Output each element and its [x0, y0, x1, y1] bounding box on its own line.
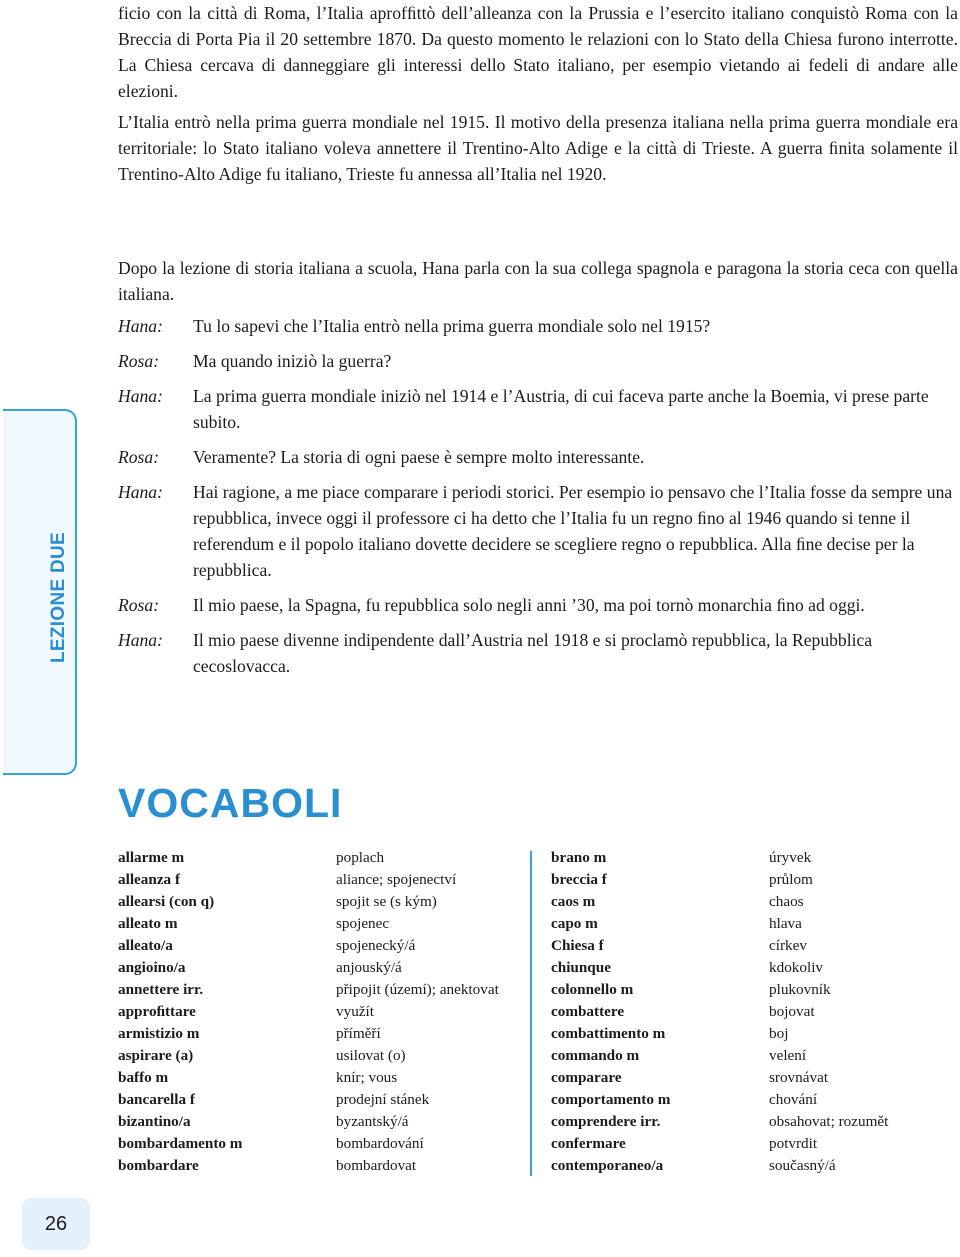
vocab-translation: plukovník [769, 981, 831, 998]
vocab-term: caos m [551, 893, 596, 910]
vocab-term: armistizio m [118, 1025, 200, 1042]
speaker-label: Hana: [118, 630, 163, 650]
vocab-term: bancarella f [118, 1091, 195, 1108]
dialogue-line [118, 444, 958, 470]
vocab-row [118, 1001, 499, 1023]
dialogue-line [118, 348, 958, 374]
vocab-term: angioino/a [118, 959, 186, 976]
vocab-row [118, 1089, 499, 1111]
vocab-translation: chaos [769, 893, 804, 910]
vocab-row [118, 1155, 499, 1177]
vocab-term: alleato m [118, 915, 178, 932]
speaker-label: Rosa: [118, 595, 160, 615]
vocab-column-left [118, 847, 499, 1177]
speech-text: Ma quando iniziò la guerra? [193, 351, 392, 371]
vocab-term: approﬁttare [118, 1003, 196, 1020]
vocab-translation: potvrdit [769, 1135, 818, 1152]
dialogue [118, 313, 958, 688]
dialogue-line [118, 627, 958, 679]
vocab-term: annettere irr. [118, 981, 204, 998]
dialogue-line [118, 479, 958, 583]
vocab-term: comprendere irr. [551, 1113, 661, 1130]
vocab-row [551, 1001, 888, 1023]
vocab-term: colonnello m [551, 981, 634, 998]
vocab-translation: bombardování [336, 1135, 424, 1152]
vocab-row [551, 935, 888, 957]
vocab-row [118, 1045, 499, 1067]
vocab-term: baffo m [118, 1069, 169, 1086]
vocab-translation: anjouský/á [336, 959, 402, 976]
vocab-translation: srovnávat [769, 1069, 829, 1086]
vocab-translation: bombardovat [336, 1157, 417, 1174]
vocab-row [118, 847, 499, 869]
vocab-term: commando m [551, 1047, 640, 1064]
vocab-row [118, 1067, 499, 1089]
vocab-term: allearsi (con q) [118, 893, 215, 910]
speaker-label: Hana: [118, 316, 163, 336]
vocab-row [118, 979, 499, 1001]
vocab-row [118, 1111, 499, 1133]
lesson-side-tab-label: LEZIONE DUE [48, 531, 69, 663]
vocab-translation: spojenec [336, 915, 390, 932]
vocab-term: alleato/a [118, 937, 173, 954]
speech-text: Il mio paese, la Spagna, fu repubblica solo negli anni ’30, ma poi tornò monarchia ﬁno ad oggi. [193, 595, 865, 615]
vocab-row [551, 1111, 888, 1133]
vocab-translation: usilovat (o) [336, 1047, 406, 1064]
vocab-translation: kdokoliv [769, 959, 824, 976]
vocab-term: bombardare [118, 1157, 199, 1174]
page-number: 26 [22, 1198, 90, 1250]
vocab-translation: příměří [336, 1025, 381, 1042]
vocab-translation: chování [769, 1091, 818, 1108]
speaker-label: Hana: [118, 386, 163, 406]
vocab-term: comportamento m [551, 1091, 671, 1108]
body-paragraph-ww1: L’Italia entrò nella prima guerra mondiale nel 1915. Il motivo della presenza italiana nella prima guerra mondiale era territoriale: lo Stato italiano voleva annettere il Trentino-Alto Adige e la città di Trieste. A guerra ﬁnita solamente il Trentino-Alto Adige fu italiano, Trieste fu annessa all’Italia nel 1920. [118, 112, 958, 184]
vocab-row [118, 869, 499, 891]
vocab-term: breccia f [551, 871, 607, 888]
vocab-translation: úryvek [769, 849, 812, 866]
vocab-row [118, 935, 499, 957]
vocab-row [551, 1155, 888, 1177]
vocab-translation: spojit se (s kým) [336, 893, 437, 910]
vocab-term: comparare [551, 1069, 622, 1086]
vocab-term: bombardamento m [118, 1135, 243, 1152]
vocab-row [551, 1133, 888, 1155]
vocab-column-right [551, 847, 888, 1177]
vocab-translation: boj [769, 1025, 789, 1042]
vocab-title: VOCABOLI [118, 780, 343, 826]
speaker-label: Rosa: [118, 351, 160, 371]
vocab-term: bizantino/a [118, 1113, 191, 1130]
vocab-row [551, 891, 888, 913]
vocab-term: alleanza f [118, 871, 181, 888]
speech-text: La prima guerra mondiale iniziò nel 1914 e l’Austria, di cui faceva parte anche la Boemia, vi prese parte subito. [193, 386, 929, 432]
vocab-translation: velení [769, 1047, 807, 1064]
vocab-row [118, 891, 499, 913]
speech-text: Veramente? La storia di ogni paese è sempre molto interessante. [193, 447, 645, 467]
vocab-translation: knír; vous [336, 1069, 398, 1086]
vocab-term: Chiesa f [551, 937, 604, 954]
dialogue-intro: Dopo la lezione di storia italiana a scuola, Hana parla con la sua collega spagnola e paragona la storia ceca con quella italiana. [118, 258, 958, 304]
vocab-translation: byzantský/á [336, 1113, 409, 1130]
vocab-row [551, 869, 888, 891]
vocab-translation: bojovat [769, 1003, 815, 1020]
vocab-translation: prodejní stánek [336, 1091, 430, 1108]
vocab-translation: připojit (území); anektovat [336, 981, 499, 998]
vocab-translation: využít [336, 1003, 374, 1020]
vocab-row [118, 957, 499, 979]
vocab-term: confermare [551, 1135, 626, 1152]
vocab-term: capo m [551, 915, 598, 932]
vocab-row [118, 1023, 499, 1045]
vocab-translation: hlava [769, 915, 802, 932]
speech-text: Il mio paese divenne indipendente dall’Austria nel 1918 e si proclamò repubblica, la Repubblica cecoslovacca. [193, 630, 873, 676]
dialogue-line [118, 313, 958, 339]
speech-text: Hai ragione, a me piace comparare i periodi storici. Per esempio io pensavo che l’Italia fosse da sempre una repubblica, invece oggi il professore ci ha detto che l’Italia fu un regno ﬁno al 1946 quando si tenne il referendum e il popolo italiano dovette decidere se scegliere regno o repubblica. Alla ﬁne decise per la repubblica. [193, 482, 953, 580]
vocab-term: combattimento m [551, 1025, 666, 1042]
vocab-translation: současný/á [769, 1157, 836, 1174]
vocab-row [118, 913, 499, 935]
vocab-row [118, 1133, 499, 1155]
vocab-row [551, 1067, 888, 1089]
vocab-row [551, 957, 888, 979]
vocab-translation: spojenecký/á [336, 937, 416, 954]
vocab-row [551, 979, 888, 1001]
vocab-term: chiunque [551, 959, 611, 976]
vocab-term: combattere [551, 1003, 625, 1020]
speech-text: Tu lo sapevi che l’Italia entrò nella prima guerra mondiale solo nel 1915? [193, 316, 711, 336]
vocab-translation: obsahovat; rozumět [769, 1113, 889, 1130]
speaker-label: Rosa: [118, 447, 160, 467]
vocab-row [551, 1089, 888, 1111]
vocab-term: contemporaneo/a [551, 1157, 664, 1174]
dialogue-line [118, 383, 958, 435]
body-paragraph-history: ficio con la città di Roma, l’Italia aprofﬁttò dell’alleanza con la Prussia e l’esercito italiano conquistò Roma con la Breccia di Porta Pia il 20 settembre 1870. Da questo momento le relazioni con lo Stato della Chiesa furono interrotte. La Chiesa cercava di danneggiare gli interessi dello Stato italiano, per esempio vietando ai fedeli di andare alle elezioni. [118, 3, 958, 101]
vocab-translation: poplach [336, 849, 385, 866]
vocab-term: aspirare (a) [118, 1047, 194, 1064]
vocab-row [551, 1045, 888, 1067]
vocab-term: allarme m [118, 849, 185, 866]
vocab-translation: průlom [769, 871, 813, 888]
speaker-label: Hana: [118, 482, 163, 502]
vocab-column-divider [530, 851, 532, 1176]
vocab-row [551, 913, 888, 935]
dialogue-line [118, 592, 958, 618]
vocab-translation: aliance; spojenectví [336, 871, 457, 888]
vocab-translation: církev [769, 937, 807, 954]
vocab-row [551, 847, 888, 869]
vocab-term: brano m [551, 849, 607, 866]
vocab-row [551, 1023, 888, 1045]
